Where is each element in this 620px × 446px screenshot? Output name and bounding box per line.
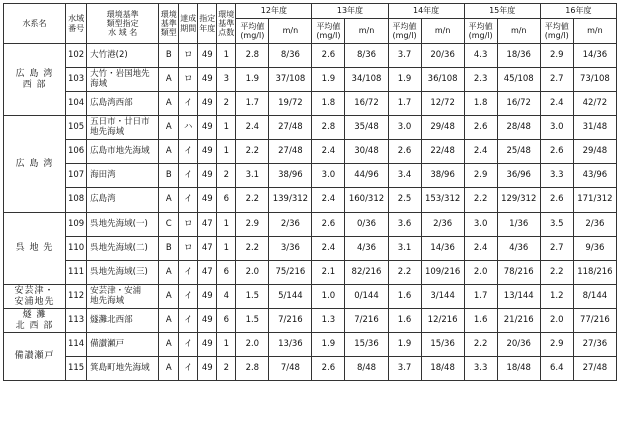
achievement-period: ロ (179, 44, 198, 68)
m-over-n: 14/36 (421, 237, 464, 261)
water-area-name: 広島市地先海域 (87, 140, 159, 164)
m-over-n: 78/216 (497, 261, 540, 285)
mean-value: 2.2 (388, 261, 421, 285)
water-system-name: 広 島 湾 西 部 (4, 44, 66, 116)
m-over-n: 21/216 (497, 309, 540, 333)
mean-value: 1.9 (388, 68, 421, 92)
m-over-n: 118/216 (573, 261, 616, 285)
mean-value: 2.4 (464, 140, 497, 164)
designated-year: 47 (198, 237, 217, 261)
mean-value: 2.8 (312, 116, 345, 140)
m-over-n: 35/48 (345, 116, 388, 140)
header-mn: m/n (345, 19, 388, 44)
m-over-n: 43/96 (573, 164, 616, 188)
m-over-n: 15/36 (421, 333, 464, 357)
mean-value: 2.4 (540, 92, 573, 116)
table-row (4, 92, 617, 116)
m-over-n: 5/144 (269, 285, 312, 309)
designated-year: 49 (198, 309, 217, 333)
designated-year: 49 (198, 357, 217, 381)
mean-value: 2.6 (312, 213, 345, 237)
mean-value: 3.4 (388, 164, 421, 188)
water-quality-table (3, 3, 617, 381)
mean-value: 2.2 (236, 188, 269, 213)
header-env-type: 環境基準 類型指定 水 域 名 (87, 4, 159, 44)
designated-year: 49 (198, 116, 217, 140)
designated-year: 49 (198, 44, 217, 68)
mean-value: 1.6 (388, 309, 421, 333)
m-over-n: 2/36 (269, 213, 312, 237)
mean-value: 2.0 (464, 261, 497, 285)
m-over-n: 12/72 (421, 92, 464, 116)
standard-points: 1 (217, 333, 236, 357)
m-over-n: 3/36 (269, 237, 312, 261)
area-number: 109 (66, 213, 87, 237)
standard-points: 1 (217, 140, 236, 164)
mean-value: 2.7 (540, 237, 573, 261)
m-over-n: 13/144 (497, 285, 540, 309)
m-over-n: 20/36 (497, 333, 540, 357)
m-over-n: 30/48 (345, 140, 388, 164)
achievement-period: ロ (179, 237, 198, 261)
mean-value: 2.0 (540, 309, 573, 333)
mean-value: 2.4 (312, 237, 345, 261)
mean-value: 1.7 (388, 92, 421, 116)
header-system: 水系名 (4, 4, 66, 44)
m-over-n: 171/312 (573, 188, 616, 213)
achievement-period: イ (179, 261, 198, 285)
designated-year: 47 (198, 261, 217, 285)
m-over-n: 38/96 (269, 164, 312, 188)
m-over-n: 36/96 (497, 164, 540, 188)
mean-value: 3.6 (388, 213, 421, 237)
table-row (4, 116, 617, 140)
m-over-n: 8/36 (345, 44, 388, 68)
mean-value: 1.2 (540, 285, 573, 309)
mean-value: 1.6 (388, 285, 421, 309)
env-class: B (159, 237, 179, 261)
mean-value: 2.9 (464, 164, 497, 188)
mean-value: 1.9 (312, 68, 345, 92)
mean-value: 3.7 (388, 44, 421, 68)
table-row (4, 237, 617, 261)
env-class: A (159, 357, 179, 381)
env-class: A (159, 261, 179, 285)
m-over-n: 109/216 (421, 261, 464, 285)
mean-value: 6.4 (540, 357, 573, 381)
table-row (4, 140, 617, 164)
header-env-class: 環境 基準 類型 (159, 4, 179, 44)
designated-year: 49 (198, 140, 217, 164)
m-over-n: 22/48 (421, 140, 464, 164)
mean-value: 2.0 (236, 333, 269, 357)
m-over-n: 37/108 (269, 68, 312, 92)
m-over-n: 14/36 (573, 44, 616, 68)
mean-value: 3.3 (464, 357, 497, 381)
m-over-n: 82/216 (345, 261, 388, 285)
m-over-n: 29/48 (421, 116, 464, 140)
m-over-n: 75/216 (269, 261, 312, 285)
table-row (4, 261, 617, 285)
header-area-no: 水域 番号 (66, 4, 87, 44)
m-over-n: 16/72 (497, 92, 540, 116)
env-class: A (159, 68, 179, 92)
mean-value: 1.6 (464, 309, 497, 333)
m-over-n: 77/216 (573, 309, 616, 333)
m-over-n: 3/144 (421, 285, 464, 309)
water-system-name: 安芸津・ 安浦地先 (4, 285, 66, 309)
water-area-name: 呉地先海域(三) (87, 261, 159, 285)
m-over-n: 36/108 (421, 68, 464, 92)
mean-value: 2.8 (236, 44, 269, 68)
m-over-n: 1/36 (497, 213, 540, 237)
m-over-n: 4/36 (497, 237, 540, 261)
designated-year: 49 (198, 92, 217, 116)
m-over-n: 16/72 (345, 92, 388, 116)
header-mean: 平均値 (mg/l) (236, 19, 269, 44)
mean-value: 2.4 (464, 237, 497, 261)
mean-value: 2.2 (236, 140, 269, 164)
mean-value: 4.3 (464, 44, 497, 68)
area-number: 103 (66, 68, 87, 92)
m-over-n: 7/216 (345, 309, 388, 333)
m-over-n: 27/36 (573, 333, 616, 357)
mean-value: 2.9 (236, 213, 269, 237)
mean-value: 2.9 (540, 44, 573, 68)
m-over-n: 7/216 (269, 309, 312, 333)
header-mean: 平均値 (mg/l) (388, 19, 421, 44)
m-over-n: 25/48 (497, 140, 540, 164)
header-mn: m/n (269, 19, 312, 44)
standard-points: 1 (217, 237, 236, 261)
achievement-period: イ (179, 357, 198, 381)
m-over-n: 2/36 (421, 213, 464, 237)
mean-value: 3.5 (540, 213, 573, 237)
mean-value: 2.7 (540, 68, 573, 92)
table-row (4, 68, 617, 92)
water-system-name: 燧 灘 北 西 部 (4, 309, 66, 333)
env-class: B (159, 164, 179, 188)
mean-value: 2.9 (540, 333, 573, 357)
mean-value: 2.3 (464, 68, 497, 92)
header-year: 13年度 (312, 4, 388, 19)
env-class: A (159, 309, 179, 333)
table-row (4, 164, 617, 188)
header-year: 16年度 (540, 4, 616, 19)
mean-value: 2.2 (464, 188, 497, 213)
env-class: C (159, 213, 179, 237)
water-area-name: 広島湾西部 (87, 92, 159, 116)
area-number: 110 (66, 237, 87, 261)
achievement-period: ハ (179, 116, 198, 140)
water-area-name: 大竹・岩国地先 海域 (87, 68, 159, 92)
standard-points: 6 (217, 261, 236, 285)
standard-points: 2 (217, 164, 236, 188)
m-over-n: 0/144 (345, 285, 388, 309)
area-number: 102 (66, 44, 87, 68)
header-year: 15年度 (464, 4, 540, 19)
mean-value: 2.2 (236, 237, 269, 261)
area-number: 112 (66, 285, 87, 309)
designated-year: 49 (198, 68, 217, 92)
area-number: 105 (66, 116, 87, 140)
header-year: 14年度 (388, 4, 464, 19)
mean-value: 3.1 (388, 237, 421, 261)
standard-points: 6 (217, 188, 236, 213)
m-over-n: 8/48 (345, 357, 388, 381)
mean-value: 2.4 (312, 140, 345, 164)
m-over-n: 29/48 (573, 140, 616, 164)
m-over-n: 31/48 (573, 116, 616, 140)
area-number: 113 (66, 309, 87, 333)
mean-value: 2.2 (540, 261, 573, 285)
mean-value: 2.4 (312, 188, 345, 213)
area-number: 114 (66, 333, 87, 357)
m-over-n: 8/144 (573, 285, 616, 309)
m-over-n: 34/108 (345, 68, 388, 92)
table-row (4, 44, 617, 68)
achievement-period: イ (179, 309, 198, 333)
m-over-n: 2/36 (573, 213, 616, 237)
water-area-name: 備讃瀬戸 (87, 333, 159, 357)
achievement-period: イ (179, 188, 198, 213)
mean-value: 1.9 (236, 68, 269, 92)
m-over-n: 19/72 (269, 92, 312, 116)
table-body (4, 44, 617, 381)
env-class: A (159, 188, 179, 213)
standard-points: 6 (217, 309, 236, 333)
m-over-n: 4/36 (345, 237, 388, 261)
standard-points: 2 (217, 92, 236, 116)
env-class: B (159, 44, 179, 68)
water-area-name: 広島湾 (87, 188, 159, 213)
area-number: 108 (66, 188, 87, 213)
mean-value: 3.0 (540, 116, 573, 140)
mean-value: 2.8 (236, 357, 269, 381)
mean-value: 2.1 (312, 261, 345, 285)
mean-value: 1.3 (312, 309, 345, 333)
m-over-n: 139/312 (269, 188, 312, 213)
m-over-n: 15/36 (345, 333, 388, 357)
m-over-n: 45/108 (497, 68, 540, 92)
m-over-n: 12/216 (421, 309, 464, 333)
achievement-period: イ (179, 333, 198, 357)
m-over-n: 38/96 (421, 164, 464, 188)
mean-value: 2.2 (464, 333, 497, 357)
area-number: 111 (66, 261, 87, 285)
mean-value: 1.8 (312, 92, 345, 116)
mean-value: 1.7 (236, 92, 269, 116)
mean-value: 2.0 (236, 261, 269, 285)
designated-year: 47 (198, 213, 217, 237)
env-class: A (159, 285, 179, 309)
area-number: 104 (66, 92, 87, 116)
water-system-name: 広 島 湾 (4, 116, 66, 213)
mean-value: 1.0 (312, 285, 345, 309)
water-area-name: 大竹港(2) (87, 44, 159, 68)
mean-value: 2.6 (464, 116, 497, 140)
m-over-n: 8/36 (269, 44, 312, 68)
mean-value: 2.5 (388, 188, 421, 213)
header-mn: m/n (573, 19, 616, 44)
m-over-n: 27/48 (269, 140, 312, 164)
env-class: A (159, 92, 179, 116)
m-over-n: 20/36 (421, 44, 464, 68)
m-over-n: 0/36 (345, 213, 388, 237)
mean-value: 2.6 (540, 140, 573, 164)
m-over-n: 44/96 (345, 164, 388, 188)
header-mean: 平均値 (mg/l) (312, 19, 345, 44)
mean-value: 2.6 (312, 44, 345, 68)
water-area-name: 呉地先海域(二) (87, 237, 159, 261)
designated-year: 49 (198, 188, 217, 213)
mean-value: 2.4 (236, 116, 269, 140)
mean-value: 1.9 (312, 333, 345, 357)
m-over-n: 27/48 (269, 116, 312, 140)
m-over-n: 73/108 (573, 68, 616, 92)
env-class: A (159, 116, 179, 140)
mean-value: 1.5 (236, 285, 269, 309)
table-row (4, 309, 617, 333)
m-over-n: 13/36 (269, 333, 312, 357)
standard-points: 2 (217, 357, 236, 381)
table-row (4, 357, 617, 381)
water-area-name: 燧灘北西部 (87, 309, 159, 333)
area-number: 107 (66, 164, 87, 188)
mean-value: 2.6 (388, 140, 421, 164)
achievement-period: イ (179, 92, 198, 116)
m-over-n: 7/48 (269, 357, 312, 381)
mean-value: 1.7 (464, 285, 497, 309)
designated-year: 49 (198, 285, 217, 309)
header-designated-year: 指定 年度 (198, 4, 217, 44)
table-row (4, 333, 617, 357)
water-area-name: 海田湾 (87, 164, 159, 188)
header-mn: m/n (497, 19, 540, 44)
standard-points: 4 (217, 285, 236, 309)
mean-value: 3.7 (388, 357, 421, 381)
mean-value: 2.6 (312, 357, 345, 381)
mean-value: 2.6 (540, 188, 573, 213)
header-points: 環境 基準 点数 (217, 4, 236, 44)
m-over-n: 28/48 (497, 116, 540, 140)
mean-value: 3.0 (464, 213, 497, 237)
water-area-name: 安芸津・安浦 地先海域 (87, 285, 159, 309)
achievement-period: イ (179, 140, 198, 164)
m-over-n: 160/312 (345, 188, 388, 213)
area-number: 106 (66, 140, 87, 164)
table-row (4, 285, 617, 309)
table-row (4, 188, 617, 213)
water-system-name: 呉 地 先 (4, 213, 66, 285)
standard-points: 1 (217, 44, 236, 68)
achievement-period: イ (179, 285, 198, 309)
env-class: A (159, 140, 179, 164)
water-area-name: 箕島町地先海域 (87, 357, 159, 381)
area-number: 115 (66, 357, 87, 381)
m-over-n: 18/36 (497, 44, 540, 68)
mean-value: 1.9 (388, 333, 421, 357)
designated-year: 49 (198, 164, 217, 188)
mean-value: 3.3 (540, 164, 573, 188)
mean-value: 1.5 (236, 309, 269, 333)
water-area-name: 五日市・廿日市 地先海域 (87, 116, 159, 140)
m-over-n: 27/48 (573, 357, 616, 381)
mean-value: 3.0 (312, 164, 345, 188)
env-class: A (159, 333, 179, 357)
m-over-n: 9/36 (573, 237, 616, 261)
m-over-n: 18/48 (421, 357, 464, 381)
mean-value: 3.1 (236, 164, 269, 188)
m-over-n: 42/72 (573, 92, 616, 116)
table-row (4, 213, 617, 237)
designated-year: 49 (198, 333, 217, 357)
mean-value: 3.0 (388, 116, 421, 140)
water-area-name: 呉地先海域(一) (87, 213, 159, 237)
m-over-n: 129/312 (497, 188, 540, 213)
header-mean: 平均値 (mg/l) (540, 19, 573, 44)
m-over-n: 18/48 (497, 357, 540, 381)
standard-points: 1 (217, 116, 236, 140)
achievement-period: イ (179, 164, 198, 188)
water-system-name: 備讃瀬戸 (4, 333, 66, 381)
standard-points: 1 (217, 213, 236, 237)
achievement-period: ロ (179, 213, 198, 237)
header-mn: m/n (421, 19, 464, 44)
mean-value: 1.8 (464, 92, 497, 116)
header-period: 達成 期間 (179, 4, 198, 44)
standard-points: 3 (217, 68, 236, 92)
achievement-period: ロ (179, 68, 198, 92)
header-year: 12年度 (236, 4, 312, 19)
m-over-n: 153/312 (421, 188, 464, 213)
header-mean: 平均値 (mg/l) (464, 19, 497, 44)
